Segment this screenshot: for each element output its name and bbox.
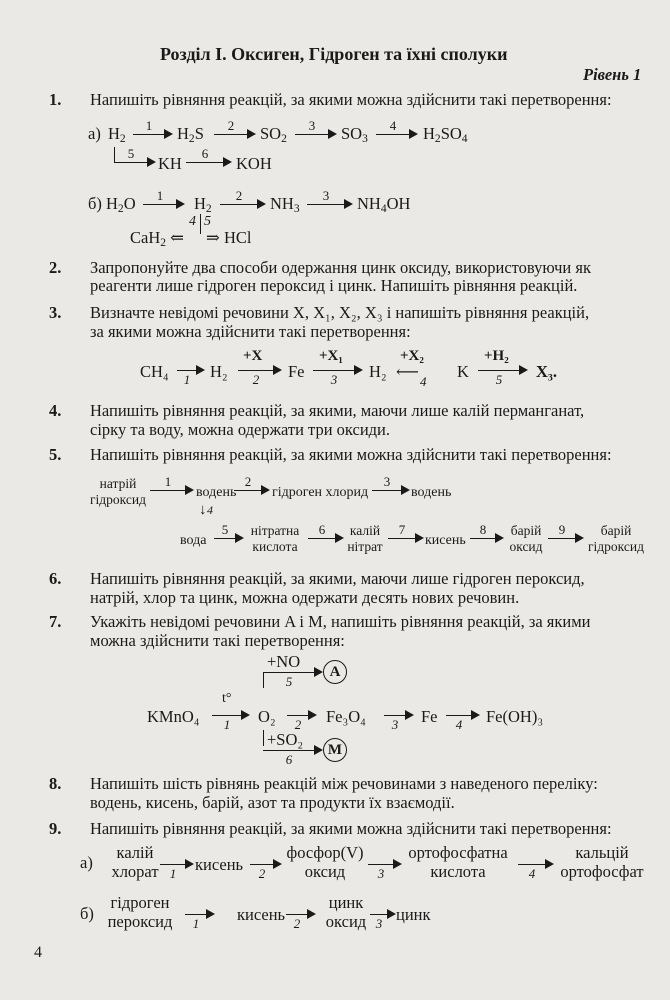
p7-circle-a: A	[323, 660, 347, 684]
p9a-h3po4: ортофосфатна кислота	[408, 843, 508, 881]
p7-arrow-5: 5	[263, 660, 323, 676]
p3-arrow-1: 1	[177, 358, 205, 374]
p3-top-x: +X	[243, 348, 263, 364]
p7-fe: Fe	[421, 707, 438, 726]
p5-kno3: калій нітрат	[347, 523, 383, 554]
p9b-o2: кисень	[237, 905, 286, 924]
problem-6-line-2: натрій, хлор та цинк, можна одержати десять нових речовин.	[90, 588, 520, 607]
p1b-h2o: $H_2O$	[106, 194, 136, 215]
problem-2-line-2: реагенти лише гідроген пероксид і цинк. Напишіть рівняння реакцій.	[90, 276, 578, 295]
problem-8-line-1: Напишіть шість рівнянь реакцій між речовинами з наведеного переліку:	[90, 774, 598, 793]
problem-4-line-2: сірку та воду, можна одержати три оксиди.	[90, 420, 391, 439]
p7-arrow-1: 1	[212, 703, 250, 719]
p3-arrow-5: 5	[478, 358, 528, 374]
p9a-arrow-1: 1	[160, 852, 194, 868]
p5-arrow-6: 6	[308, 526, 344, 542]
p7-circle-m: M	[323, 738, 347, 762]
p7-arrow-6: 6	[263, 738, 323, 754]
problem-2-line-1: Запропонуйте два способи одержання цинк оксиду, використовуючи як	[90, 258, 591, 277]
p1b-nh4oh: $NH_4OH$	[357, 194, 411, 215]
p1b-hcl: ⇒ HCl	[206, 228, 252, 247]
p9a-ca3po4: кальцій ортофосфат	[560, 843, 644, 881]
p5-arrow-3: 3	[372, 478, 410, 494]
p1b-n5: 5	[204, 214, 211, 229]
p5-water: водень	[196, 485, 237, 500]
p9a-arrow-2: 2	[250, 852, 282, 868]
p1b-arrow-2: 2	[220, 192, 266, 208]
problem-1-text: Напишіть рівняння реакцій, за якими можна здійснити такі перетворення:	[90, 90, 612, 109]
p1a-arrow-3: 3	[295, 122, 337, 138]
p1a-h2so4: $H_2SO_4$	[423, 124, 468, 145]
p1a-h2s: $H_2S$	[177, 124, 204, 145]
section-title: Розділ I. Оксиген, Гідроген та їхні сполуки	[160, 44, 508, 64]
p9a-p2o5: фосфор(V) оксид	[286, 843, 364, 881]
p1a-label: а)	[88, 124, 101, 143]
p9a-kclo3: калій хлорат	[111, 843, 159, 881]
p5-down-arrow: ↓	[199, 502, 207, 518]
p5-hcl: гідроген хлорид	[272, 485, 369, 500]
p1a-arrow-1: 1	[133, 122, 173, 138]
problem-8-line-2: водень, кисень, барій, азот та продукти їх взаємодії.	[90, 793, 455, 812]
p7-o2: O₂	[258, 707, 276, 726]
problem-7-line-2: можна здійснити такі перетворення:	[90, 631, 345, 650]
problem-5-text: Напишіть рівняння реакцій, за якими можна здійснити такі перетворення:	[90, 445, 612, 464]
problem-4-line-1: Напишіть рівняння реакцій, за якими, маючи лише калій перманганат,	[90, 401, 585, 420]
p3-n4: 4	[420, 374, 427, 389]
p3-arrow-3: 3	[313, 358, 363, 374]
page-number: 4	[34, 944, 42, 961]
p7-feoh3: Fe(OH)₃	[486, 707, 544, 726]
p9b-arrow-1: 1	[185, 902, 215, 918]
p9a-o2: кисень	[195, 855, 244, 874]
p1a-arrow-2: 2	[214, 122, 256, 138]
problem-9-text: Напишіть рівняння реакцій, за якими можна здійснити такі перетворення:	[90, 819, 612, 838]
p7-arrow-2: 2	[287, 703, 317, 719]
p3-k: K	[457, 362, 469, 381]
problem-6-number: 6.	[49, 569, 62, 588]
p5-o2: кисень	[425, 533, 466, 548]
p7-arrow-4: 4	[446, 703, 480, 719]
p1b-h2: $H_2$	[194, 194, 212, 215]
p9a-arrow-3: 3	[368, 852, 402, 868]
p5-arrow-9: 9	[548, 526, 584, 542]
p7-top-no: +NO	[267, 652, 301, 671]
p1b-label: б)	[88, 194, 102, 213]
p5-n4: 4	[207, 503, 213, 517]
p3-arrow-4-rev: ⟵	[396, 364, 419, 381]
p1a-h2: $H_2$	[108, 124, 126, 145]
problem-2-number: 2.	[49, 258, 62, 277]
p5-naoh: натрій гідроксид	[90, 476, 146, 507]
problem-4-number: 4.	[49, 401, 62, 420]
p1a-arrow-4: 4	[376, 122, 418, 138]
p5-arrow-1: 1	[150, 478, 194, 494]
p9b-arrow-2: 2	[286, 902, 316, 918]
p1a-so2: $SO_2$	[260, 124, 287, 145]
p3-ch4: CH₄	[140, 362, 169, 381]
p1b-cah2: CaH$_2$ ⇐	[130, 228, 184, 249]
p5-bao: барій оксид	[509, 523, 543, 554]
p9a-label: а)	[80, 853, 93, 872]
p9b-zno: цинк оксид	[325, 893, 367, 931]
p1a-koh: KOH	[236, 154, 272, 173]
p7-arrow-3: 3	[384, 703, 414, 719]
level-label: Рівень 1	[583, 65, 642, 84]
problem-8-number: 8.	[49, 774, 62, 793]
p5-arrow-5: 5	[214, 526, 244, 542]
p5-arrow-7: 7	[388, 526, 424, 542]
problem-9-number: 9.	[49, 819, 62, 838]
p9b-h2o2: гідроген пероксид	[107, 893, 173, 931]
p1b-arrow-3: 3	[307, 192, 353, 208]
p7-kmno4: KMnO₄	[147, 707, 200, 726]
p1a-arrow-6: 6	[186, 150, 232, 166]
problem-5-number: 5.	[49, 445, 62, 464]
p9b-zn: цинк	[396, 905, 431, 924]
p7-fe3o4: Fe₃O₄	[326, 707, 366, 726]
p5-voda: вода	[180, 533, 207, 548]
p3-h2: H₂	[210, 362, 228, 381]
p1a-so3: $SO_3$	[341, 124, 368, 145]
p5-water2: водень	[411, 485, 452, 500]
problem-1-number: 1.	[49, 90, 62, 109]
p1a-arrow-5: 5	[114, 150, 156, 166]
p3-top-x2: +X₂	[400, 348, 424, 364]
p1b-nh3: $NH_3$	[270, 194, 300, 215]
p5-arrow-8: 8	[470, 526, 504, 542]
problem-6-line-1: Напишіть рівняння реакцій, за якими, маючи лише гідроген пероксид,	[90, 569, 585, 588]
p1b-arrow-1: 1	[143, 192, 185, 208]
p5-arrow-2: 2	[234, 478, 270, 494]
p3-top-h2: +H₂	[484, 348, 509, 364]
p1b-n4: 4	[189, 214, 196, 229]
p5-hno3: нітратна кислота	[250, 523, 300, 554]
p3-top-x1: +X₁	[319, 348, 343, 364]
p5-baoh: барій гідроксид	[588, 523, 644, 554]
p3-fe: Fe	[288, 362, 305, 381]
problem-3-number: 3.	[49, 303, 62, 322]
problem-7-line-1: Укажіть невідомі речовини A і M, напишіть рівняння реакцій, за якими	[90, 612, 591, 631]
p3-h2b: H₂	[369, 362, 387, 381]
problem-7-number: 7.	[49, 612, 62, 631]
p3-x3: X₃.	[536, 362, 557, 381]
p3-arrow-2: 2	[238, 358, 282, 374]
p1a-kh: KH	[158, 154, 182, 173]
p7-t: t°	[222, 691, 232, 706]
p7-top-so2: +SO₂	[267, 730, 304, 749]
problem-3-line-2: за якими можна здійснити такі перетворення:	[90, 322, 411, 341]
p9b-label: б)	[80, 904, 94, 923]
p1b-branch-line	[200, 214, 201, 234]
problem-3-line-1: Визначте невідомі речовини X, X₁, X₂, X₃ і напишіть рівняння реакцій,	[90, 303, 590, 322]
p9a-arrow-4: 4	[518, 852, 554, 868]
p9b-arrow-3: 3	[370, 902, 396, 918]
